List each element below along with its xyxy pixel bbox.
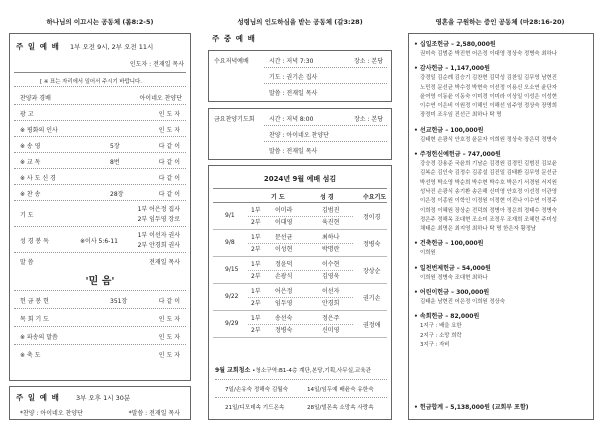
offering-title: • 어린이헌금 – 300,000원 bbox=[414, 289, 490, 297]
divider bbox=[14, 252, 186, 253]
order-row bbox=[10, 329, 190, 343]
offering-names: 채태순 최명은 최지영 최하나 탁 명 한은자 황정남 bbox=[420, 226, 537, 233]
praise-leader: 아이네오 찬양단 bbox=[139, 95, 182, 102]
order-row bbox=[10, 154, 190, 168]
divider bbox=[264, 67, 387, 68]
divider bbox=[14, 344, 186, 345]
sunday-service-box bbox=[9, 33, 191, 381]
schedule-prayer: 송선숙 bbox=[275, 315, 293, 322]
cleaning-section bbox=[215, 365, 387, 411]
offering-section bbox=[414, 150, 590, 234]
offering-title: • 일천번제헌금 – 54,000원 bbox=[414, 264, 491, 272]
order-item: ※ 송 영 bbox=[20, 143, 41, 150]
schedule-wednesday: 장상순 bbox=[363, 268, 381, 275]
offering-names: 박선영 박소영 박순희 박수현 박수호 박은기 서경원 서지원 bbox=[420, 179, 557, 186]
divider bbox=[213, 229, 387, 230]
september-schedule-box bbox=[208, 165, 392, 420]
order-row bbox=[10, 106, 190, 120]
weekday-service-title: 주 중 예 배 bbox=[212, 34, 256, 43]
afternoon-service-time: 3부 오후 1시 30분 bbox=[76, 394, 131, 402]
afternoon-praise: *찬양 : 아이네오 찬양단 bbox=[20, 410, 83, 417]
order-leader: 인 도 자 bbox=[158, 316, 180, 323]
schedule-service: 2부 bbox=[251, 273, 261, 280]
offering-total: • 헌금합계 – 5,138,000원 (교회부 포함) bbox=[414, 404, 529, 411]
wednesday-sermon: 말씀 : 전재일 목사 bbox=[269, 90, 318, 97]
offering-names: 3지구 : 자비 bbox=[420, 341, 450, 348]
order-row bbox=[10, 170, 190, 184]
prayer-label: 기 도 bbox=[20, 212, 34, 219]
prayer-row bbox=[10, 202, 190, 224]
schedule-scripture: 이선자 bbox=[322, 288, 340, 295]
schedule-week bbox=[213, 258, 387, 285]
divider bbox=[213, 256, 387, 257]
prayer-first: 1부 어은정 집사 bbox=[137, 206, 180, 213]
divider bbox=[264, 141, 387, 142]
schedule-scripture: 김영욱 bbox=[322, 273, 340, 280]
order-leader: 인 도 자 bbox=[158, 111, 180, 118]
scripture-ref: ※이사 5:6-11 bbox=[80, 238, 118, 245]
order-hymn: 351장 bbox=[110, 298, 128, 305]
header-prayer: 기 도 bbox=[271, 194, 285, 201]
schedule-prayer: 이미라 bbox=[275, 207, 293, 214]
sunday-service-time: 1부 오전 9시, 2부 오전 11시 bbox=[70, 43, 154, 51]
divider bbox=[14, 104, 186, 105]
order-hymn: 5장 bbox=[110, 143, 120, 150]
order-leader: 다 같 이 bbox=[158, 191, 180, 198]
cleaning-item: 28일/빌몬속 소망속 사랑속 bbox=[307, 405, 374, 411]
offering-names: 강승경 강용준 국윤희 기남순 김경원 김경민 김범진 김보윤 bbox=[420, 161, 557, 168]
divider bbox=[14, 290, 186, 291]
divider bbox=[264, 125, 387, 126]
offering-names: 윤여영 이동윤 이동숙 이미경 이미라 이상일 이성은 이성현 bbox=[420, 93, 557, 100]
order-row bbox=[10, 311, 190, 325]
order-row bbox=[10, 293, 190, 307]
sermon-row bbox=[10, 254, 190, 268]
order-row bbox=[10, 186, 190, 200]
schedule-scripture: 김범진 bbox=[322, 207, 340, 214]
sermon-title: '믿 음' bbox=[85, 276, 115, 287]
schedule-scripture: 안경희 bbox=[322, 300, 340, 307]
middle-header: 성령님의 인도하심을 받는 공동체 (갈3:28) bbox=[237, 18, 363, 26]
sermon-preacher: 전재일 목사 bbox=[149, 259, 180, 266]
divider bbox=[14, 200, 186, 201]
offering-section bbox=[414, 40, 590, 59]
scripture-second: 2부 안경희 권사 bbox=[137, 242, 180, 249]
offering-title: • 선교헌금 – 100,000원 bbox=[414, 126, 484, 134]
divider bbox=[213, 283, 387, 284]
schedule-prayer: 임두영 bbox=[275, 300, 293, 307]
wednesday-time: 시간 : 저녁 7:30 bbox=[269, 58, 314, 65]
schedule-service: 1부 bbox=[251, 261, 261, 268]
right-column bbox=[400, 0, 600, 424]
schedule-week bbox=[213, 285, 387, 312]
cleaning-item: 21일/디모데속 기드온속 bbox=[225, 405, 285, 411]
schedule-scripture: 신미영 bbox=[322, 327, 340, 334]
order-leader: 다 같 이 bbox=[158, 298, 180, 305]
schedule-prayer: 이성현 bbox=[275, 246, 293, 253]
friday-name: 금요찬양기도회 bbox=[214, 116, 255, 123]
divider bbox=[14, 120, 186, 121]
order-hymn: 28장 bbox=[110, 191, 124, 198]
cleaning-item: 7일/손유숙 정해숙 김월숙 bbox=[225, 387, 289, 393]
left-header: 하나님의 이끄시는 공동체 (롬8:2-5) bbox=[46, 18, 154, 26]
schedule-scripture: 육진현 bbox=[322, 219, 340, 226]
preacher: 인도자 : 전재일 목사 bbox=[129, 61, 184, 68]
divider bbox=[14, 136, 186, 137]
cleaning-title: 9월 교회청소 bbox=[215, 367, 251, 374]
divider bbox=[213, 202, 387, 203]
schedule-prayer: 문선균 bbox=[275, 234, 293, 241]
schedule-week bbox=[213, 204, 387, 231]
order-leader: 다 같 이 bbox=[158, 143, 180, 150]
friday-time: 시간 : 저녁 8:00 bbox=[269, 116, 314, 123]
schedule-date: 9/1 bbox=[225, 212, 235, 219]
order-hymn: 8번 bbox=[110, 159, 120, 166]
offering-section bbox=[414, 264, 590, 283]
schedule-date: 9/29 bbox=[225, 320, 239, 327]
order-item: ※ 파송의 말씀 bbox=[20, 334, 58, 341]
order-item: ※ 평화의 인사 bbox=[20, 127, 58, 134]
left-column bbox=[0, 0, 200, 424]
offering-title: • 십일조헌금 – 2,580,000원 bbox=[414, 41, 496, 48]
offering-section bbox=[414, 64, 590, 120]
offering-names: 노민정 문선균 박수정 박현숙 이선정 이용신 오소연 윤단자 bbox=[420, 84, 557, 91]
offering-title: • 건축헌금 – 100,000원 bbox=[414, 240, 484, 248]
middle-column bbox=[200, 0, 400, 424]
wednesday-service-box bbox=[208, 50, 392, 102]
order-item: ※ 찬 송 bbox=[20, 191, 41, 198]
schedule-service: 1부 bbox=[251, 207, 261, 214]
offering-names: 김태현 손광식 안호정 윤문자 이희원 정상숙 장은덕 정병숙 bbox=[420, 136, 557, 143]
order-item: ※ 축 도 bbox=[20, 352, 41, 359]
offering-names: 정은주 정해옥 조대현 조소미 조정우 조재희 조혜련 주미성 bbox=[420, 216, 557, 223]
wednesday-prayer: 기도 : 권기손 집사 bbox=[269, 74, 318, 81]
cleaning-item: 14일/임두예 배윤숙 유한숙 bbox=[307, 387, 374, 393]
schedule-scripture: 이수현 bbox=[322, 261, 340, 268]
schedule-service: 1부 bbox=[251, 234, 261, 241]
schedule-service: 2부 bbox=[251, 219, 261, 226]
sunday-service-title: 주 일 예 배 bbox=[16, 42, 60, 51]
offering-names: 2지구 : 소망 희락 bbox=[420, 332, 462, 339]
schedule-prayer: 손광식 bbox=[275, 273, 293, 280]
cleaning-note: •청소구역:B1-4층 계단,본당,기획,사무실,교육관 bbox=[252, 368, 372, 374]
schedule-date: 9/15 bbox=[225, 266, 239, 273]
offering-names: 이희정 이혜원 장상순 전덕희 정병아 정은희 정태수 정병숙 bbox=[420, 207, 557, 214]
offering-section bbox=[414, 312, 590, 350]
schedule-date: 9/8 bbox=[225, 239, 235, 246]
offering-names: 이은정 이종원 이학인 이정원 이정현 이진나 이수연 이정주 bbox=[420, 198, 557, 205]
schedule-scripture: 최하나 bbox=[322, 234, 340, 241]
friday-praise: 찬양 : 아이네오 찬양단 bbox=[269, 132, 329, 139]
order-leader: 다 같 이 bbox=[158, 175, 180, 182]
right-header: 영혼을 구원하는 증인 공동체 (마28:16-20) bbox=[435, 18, 565, 26]
offering-names: 강경일 김순례 김승기 김찬현 김덕성 김찬일 김무영 남현진 bbox=[420, 75, 557, 82]
praise-label: 찬양과 경배 bbox=[20, 95, 51, 102]
schedule-prayer: 정병숙 bbox=[275, 327, 293, 334]
order-item: 목 회 기 도 bbox=[20, 316, 49, 323]
schedule-service: 2부 bbox=[251, 246, 261, 253]
header-scripture: 성 경 bbox=[320, 194, 334, 201]
divider bbox=[14, 152, 186, 153]
offering-names: 장정미 조우임 진선근 최하나 탁 명 bbox=[420, 112, 502, 119]
divider bbox=[14, 226, 186, 227]
divider bbox=[215, 379, 387, 380]
order-item: 광 고 bbox=[20, 111, 34, 118]
divider bbox=[14, 184, 186, 185]
schedule-service: 2부 bbox=[251, 300, 261, 307]
schedule-service: 1부 bbox=[251, 288, 261, 295]
schedule-scripture: 정은주 bbox=[322, 315, 340, 322]
offering-section bbox=[414, 288, 590, 307]
offering-title: • 속회헌금 – 82,000원 bbox=[414, 313, 480, 321]
order-row bbox=[10, 347, 190, 361]
offering-names: 김태운 남현진 어은정 이희원 정상숙 bbox=[420, 299, 505, 306]
header-wednesday: 수요기도 bbox=[363, 194, 387, 201]
prayer-second: 2부 임두영 장로 bbox=[137, 216, 180, 223]
order-leader: 인 도 자 bbox=[158, 352, 180, 359]
schedule-prayer: 정윤덕 bbox=[275, 261, 293, 268]
offering-names: 이수연 이은비 이원정 이해인 이해선 임주영 정상숙 장명희 bbox=[420, 103, 557, 110]
offering-names: 권미숙 김범준 박진현 어은정 이대영 정상숙 정병숙 최하나 bbox=[420, 51, 557, 57]
scripture-first: 1부 이선자 권사 bbox=[137, 232, 180, 239]
schedule-prayer: 어은정 bbox=[275, 288, 293, 295]
order-item: ※ 사 도 신 경 bbox=[20, 175, 56, 182]
divider bbox=[264, 83, 387, 84]
offering-names: 이희원 bbox=[420, 250, 436, 257]
afternoon-sermon: *말씀 : 전재일 목사 bbox=[128, 410, 180, 417]
schedule-date: 9/22 bbox=[225, 293, 239, 300]
wednesday-place: 장소 : 본당 bbox=[353, 58, 383, 65]
offering-title: • 주정헌신예헌금 – 747,000원 bbox=[414, 151, 501, 159]
schedule-title: 2024년 9월 예배 섬김 bbox=[263, 175, 337, 183]
order-leader: 인 도 자 bbox=[158, 127, 180, 134]
standing-notice: [ ※ 표는 자리에서 일어서 주시기 바랍니다. bbox=[40, 79, 142, 85]
offering-list bbox=[414, 40, 590, 355]
divider bbox=[213, 337, 387, 338]
offering-section bbox=[414, 126, 590, 145]
divider bbox=[14, 326, 186, 327]
scripture-row bbox=[10, 228, 190, 250]
schedule-wednesday: 정병숙 bbox=[363, 241, 381, 248]
friday-place: 장소 : 본당 bbox=[353, 116, 383, 123]
divider bbox=[213, 310, 387, 311]
schedule-wednesday: 권기손 bbox=[363, 295, 381, 302]
order-leader: 인 도 자 bbox=[158, 334, 180, 341]
offering-names: 1지구 : 배을 요한 bbox=[420, 323, 462, 330]
schedule-scripture: 박명란 bbox=[322, 246, 340, 253]
order-row bbox=[10, 122, 190, 136]
schedule-wednesday: 권정애 bbox=[363, 322, 381, 329]
order-item: 헌 금 봉 헌 bbox=[20, 298, 49, 305]
divider bbox=[215, 397, 387, 398]
divider bbox=[14, 72, 186, 73]
friday-service-box bbox=[208, 108, 392, 160]
order-row bbox=[10, 138, 190, 152]
schedule-header-row bbox=[213, 189, 387, 201]
order-item: ※ 교 독 bbox=[20, 159, 41, 166]
scripture-label: 성 경 봉 독 bbox=[20, 238, 49, 245]
divider bbox=[14, 308, 186, 309]
sermon-label: 말 씀 bbox=[20, 259, 34, 266]
offering-names: 김복순 김인숙 김정수 김종설 김진일 김태환 김무영 문선균 bbox=[420, 170, 557, 177]
divider bbox=[14, 86, 186, 87]
offering-section bbox=[414, 239, 590, 258]
praise-row bbox=[10, 90, 190, 104]
wednesday-name: 수요저녁예배 bbox=[214, 58, 249, 65]
afternoon-service-box bbox=[9, 386, 191, 420]
schedule-prayer: 이대영 bbox=[275, 219, 293, 226]
schedule-service: 1부 bbox=[251, 315, 261, 322]
order-leader: 다 같 이 bbox=[158, 159, 180, 166]
cleaning-header bbox=[215, 365, 387, 374]
schedule-wednesday: 정이경 bbox=[363, 214, 381, 221]
friday-sermon: 말씀 : 전재일 목사 bbox=[269, 148, 318, 155]
schedule-service: 2부 bbox=[251, 327, 261, 334]
schedule-week bbox=[213, 231, 387, 258]
offering-box bbox=[408, 33, 594, 420]
afternoon-service-title: 주 일 예 배 bbox=[16, 393, 60, 402]
offering-names: 성낙진 손광식 송기환 송은해 신미영 안호정 이선정 이관영 bbox=[420, 188, 557, 195]
divider bbox=[14, 168, 186, 169]
offering-names: 이희원 정병숙 조대현 최하나 bbox=[420, 274, 488, 281]
offering-title: • 감사헌금 – 1,147,000원 bbox=[414, 65, 490, 73]
schedule-week bbox=[213, 312, 387, 339]
